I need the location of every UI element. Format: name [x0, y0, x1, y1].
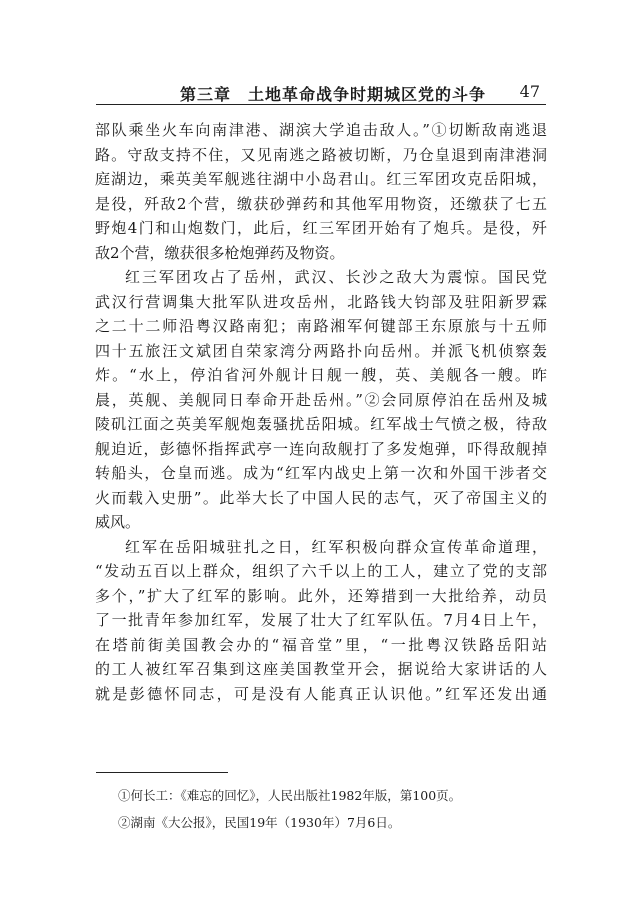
text-line: 是役，歼敌2个营，缴获砂弹药和其他军用物资，还缴获了七五: [95, 194, 547, 213]
text-line: 路。守敌支持不住，又见南逃之路被切断，乃仓皇退到南津港洞: [95, 145, 547, 164]
text-line: 野炮4门和山炮数门，此后，红三军团开始有了炮兵。是役，歼: [95, 219, 547, 237]
text-line: 了一批青年参加红军，发展了壮大了红军队伍。7月4日上午，: [95, 611, 547, 629]
text-line: 转船头，仓皇而逃。成为“红军内战史上第一次和外国干涉者交: [95, 464, 547, 482]
header-rule: [96, 104, 546, 105]
text-line: “发动五百以上群众，组织了六千以上的工人，建立了党的支部: [95, 562, 547, 580]
text-line: 就是彭德怀同志，可是没有人能真正认识他。”红军还发出通: [95, 684, 547, 703]
text-line: 红军在岳阳城驻扎之日，红军积极向群众宣传革命道理，: [125, 537, 547, 556]
text-line: 火而载入史册”。此举大长了中国人民的志气，灭了帝国主义的: [95, 488, 547, 507]
text-line: 敌2个营，缴获很多枪炮弹药及物资。: [95, 243, 345, 262]
text-line: 之二十二师沿粤汉路南犯；南路湘军何键部王东原旅与十五师: [95, 317, 547, 335]
footnotes: [118, 782, 461, 836]
footnote-rule: [96, 772, 228, 773]
text-line: 多个，”扩大了红军的影响。此外，还筹措到一大批给养，动员: [95, 586, 547, 605]
footnote-1: ①何长工：《难忘的回忆》，人民出版社1982年版，第100页。: [118, 788, 462, 803]
text-line: 舰迫近，彭德怀指挥武亭一连向敌舰打了多发炮弹，吓得敌舰掉: [95, 439, 547, 458]
text-line: 部队乘坐火车向南津港、湖滨大学追击敌人。”①切断敌南逃退: [95, 121, 547, 139]
text-line: 陵矶江面之英美军舰炮轰骚扰岳阳城。红军战士气愤之极，待敌: [95, 415, 547, 433]
text-line: 炸。“水上，停泊省河外舰计日舰一艘，英、美舰各一艘。昨: [95, 366, 547, 384]
text-line: 在塔前街美国教会办的“福音堂”里，“一批粤汉铁路岳阳站: [95, 635, 547, 654]
text-line: 红三军团攻占了岳州，武汉、长沙之敌大为震惊。国民党: [125, 268, 547, 286]
chapter-title: 第三章 土地革命战争时期城区党的斗争: [180, 85, 487, 104]
text-line: 威风。: [95, 513, 141, 531]
text-line: 的工人被红军召集到这座美国教堂开会，据说给大家讲话的人: [95, 660, 547, 678]
text-line: 晨，英舰、美舰同日奉命开赴岳州。”②会同原停泊在岳州及城: [95, 390, 547, 409]
running-header: [96, 76, 546, 106]
page-number: 47: [519, 82, 540, 101]
text-line: 庭湖边，乘英美军舰逃往湖中小岛君山。红三军团攻克岳阳城，: [95, 170, 547, 188]
body-text: [95, 118, 547, 706]
text-line: 四十五旅汪文斌团自荣家湾分两路扑向岳州。并派飞机侦察轰: [95, 341, 547, 360]
footnote-2: ②湖南《大公报》，民国19年（1930年）7月6日。: [118, 815, 401, 830]
text-line: 武汉行营调集大批军队进攻岳州，北路钱大钧部及驻阳新罗霖: [95, 292, 547, 311]
